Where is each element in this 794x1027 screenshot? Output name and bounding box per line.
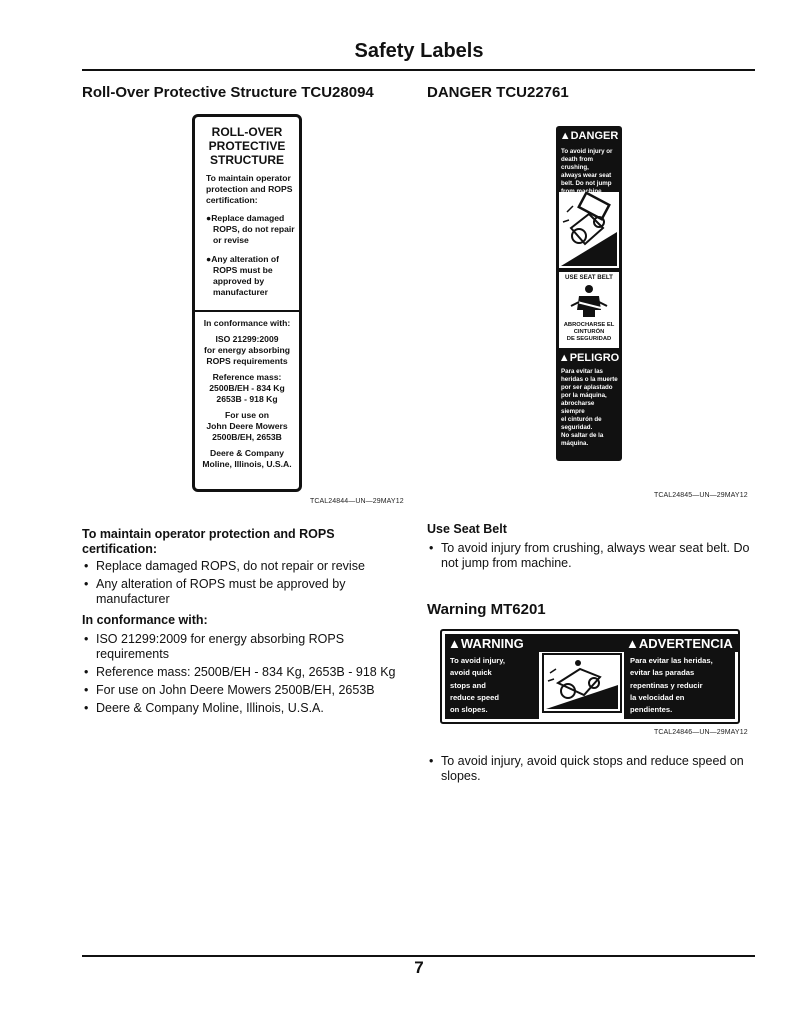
rops-label-conformance: In conformance with: ISO 21299:2009 for energy absorbing ROPS requirements Reference mass: 2500B/EH - 834 Kg 2653B - 918 Kg For use on John Deere Mowers 2500B/EH, 2653B Deere & Company Moline, Illinois, U.S.A. xyxy=(202,318,292,469)
warning-triangle-icon: ▲ xyxy=(559,130,571,142)
footer-rule xyxy=(82,955,755,957)
rops-subheading-2: In conformance with: xyxy=(82,613,208,627)
list-item: • Replace damaged ROPS, do not repair or revise xyxy=(82,559,417,574)
danger-list xyxy=(427,541,759,574)
slope-pictogram xyxy=(542,653,622,713)
seat-belt-es: ABROCHARSE EL CINTURÓN DE SEGURIDAD xyxy=(563,322,615,342)
list-item: • Deere & Company Moline, Illinois, U.S.A. xyxy=(82,701,417,716)
rops-list-1 xyxy=(82,559,417,610)
warning-label-text-en: To avoid injury, avoid quick stops and reduce speed on slopes. xyxy=(450,656,505,715)
rops-subheading-1: To maintain operator protection and ROPS certification: xyxy=(82,527,335,556)
rops-list-2 xyxy=(82,632,417,719)
list-item: • To avoid injury from crushing, always wear seat belt. Do not jump from machine. xyxy=(427,541,759,571)
header-rule xyxy=(82,69,755,71)
rops-label xyxy=(192,114,302,492)
list-item: • ISO 21299:2009 for energy absorbing ROPS requirements xyxy=(82,632,417,662)
danger-label-header-es: ▲PELIGRO xyxy=(558,352,620,364)
rops-label-intro: To maintain operator protection and ROPS certification: xyxy=(206,173,293,205)
danger-label-header: ▲DANGER xyxy=(559,130,619,142)
warning-label-header-es-overlay: ▲ADVERTENCIA xyxy=(626,636,733,651)
rops-label-bullet1: ●Replace damaged ROPS, do not repair or revise xyxy=(206,213,295,245)
page-title: Safety Labels xyxy=(354,40,484,62)
warning-label-text-es: Para evitar las heridas, evitar las paradas repentinas y reducir la velocidad en pendientes. xyxy=(630,656,713,715)
mower-slope-icon xyxy=(544,655,620,711)
danger-heading: DANGER TCU22761 xyxy=(427,84,569,101)
list-item: • To avoid injury, avoid quick stops and reduce speed on slopes. xyxy=(427,754,759,784)
danger-label-text-en: To avoid injury or death from crushing, always wear seat belt. Do not jump xyxy=(561,148,613,187)
list-item: • For use on John Deere Mowers 2500B/EH, 2653B xyxy=(82,683,417,698)
warning-heading: Warning MT6201 xyxy=(427,601,546,618)
danger-label-text-es: Para evitar las heridas o la muerte por ser aplastado por la máquina, abrocharse siempre el cinturón de seguridad. No saltar de la máquina. xyxy=(561,368,618,447)
warning-triangle-icon: ▲ xyxy=(448,636,461,651)
rollover-pictogram xyxy=(559,192,619,268)
rops-label-divider xyxy=(195,310,299,312)
warning-triangle-icon: ▲ xyxy=(558,352,570,364)
seat-belt-en: USE SEAT BELT xyxy=(565,274,613,281)
warning-figure-code: TCAL24846—UN—29MAY12 xyxy=(654,729,748,736)
danger-label xyxy=(556,126,622,461)
warning-triangle-icon: ▲ xyxy=(626,636,639,651)
seat-belt-icon xyxy=(569,284,609,318)
page-number: 7 xyxy=(414,958,424,977)
rops-heading: Roll-Over Protective Structure TCU28094 xyxy=(82,84,374,101)
danger-figure-code: TCAL24845—UN—29MAY12 xyxy=(654,492,748,499)
rops-figure-code: TCAL24844—UN—29MAY12 xyxy=(310,498,404,505)
rollover-icon xyxy=(559,192,619,268)
list-item: • Any alteration of ROPS must be approved by manufacturer xyxy=(82,577,417,607)
rops-label-title: ROLL-OVER PROTECTIVE STRUCTURE xyxy=(208,125,286,167)
seat-belt-subheading: Use Seat Belt xyxy=(427,522,507,536)
list-item: • Reference mass: 2500B/EH - 834 Kg, 2653B - 918 Kg xyxy=(82,665,417,680)
seat-belt-pictogram xyxy=(559,272,619,348)
rops-label-bullet2: ●Any alteration of ROPS must be approved by manufacturer xyxy=(206,254,280,297)
warning-label-header-en-text: ▲WARNING xyxy=(448,636,524,651)
warning-list xyxy=(427,754,759,787)
warning-label xyxy=(440,629,740,724)
